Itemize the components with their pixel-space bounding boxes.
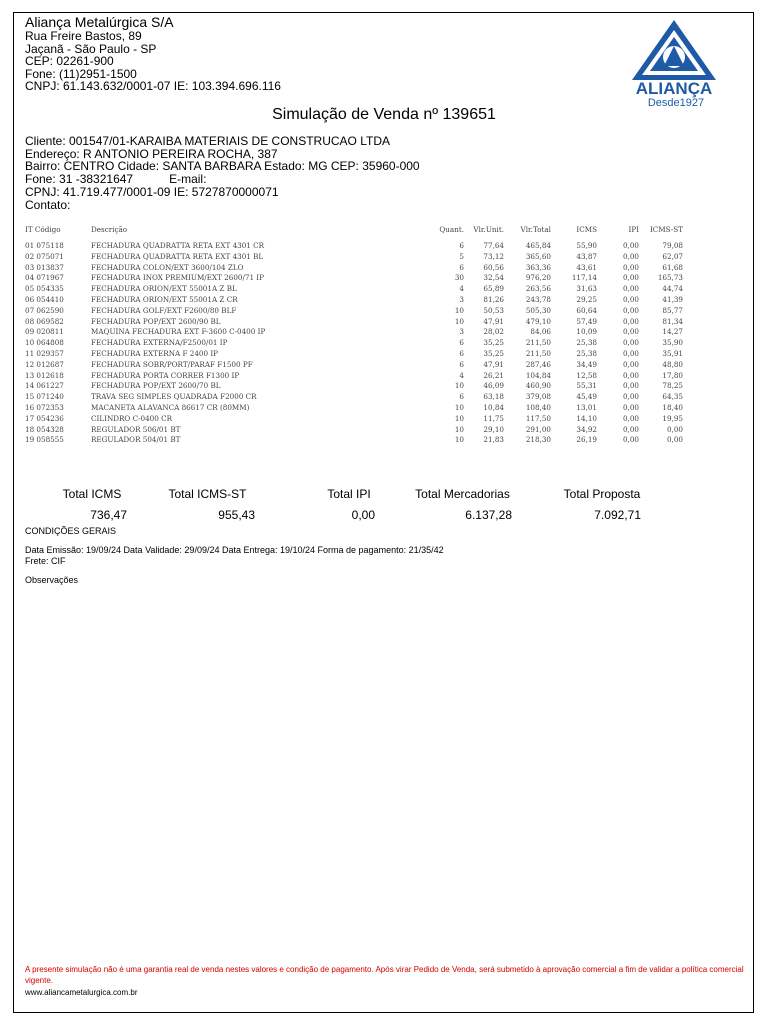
company-header [25, 14, 281, 93]
cell-qty: 10 [454, 316, 464, 326]
cell-icms-st: 17,80 [662, 370, 683, 380]
conditions-dates: Data Emissão: 19/09/24 Data Validade: 29/09/24 Data Entrega: 19/10/24 Forma de pagamento: 21/35/42 [25, 545, 444, 555]
cell-total: 379,08 [525, 392, 551, 402]
cell-icms-st: 79,08 [662, 241, 683, 250]
cell-unit-price: 32,54 [483, 273, 504, 283]
total-icms-st-label: Total ICMS-ST [168, 487, 247, 501]
company-cep: CEP: 02261-900 [25, 54, 114, 69]
cell-ipi: 0,00 [622, 273, 639, 283]
cell-qty: 10 [454, 435, 464, 445]
cell-code: 19 058555 [25, 435, 64, 445]
cell-icms: 43,61 [576, 262, 597, 272]
company-name: Aliança Metalúrgica S/A [25, 14, 174, 30]
cell-total: 104,84 [525, 370, 551, 380]
cell-total: 211,50 [525, 348, 551, 358]
alianca-logo [624, 16, 724, 108]
cell-unit-price: 28,02 [483, 327, 504, 337]
cell-description: FECHADURA EXTERNA/F2500/01 IP [91, 338, 228, 348]
client-phone-line [25, 173, 420, 186]
cell-icms: 12,58 [576, 370, 597, 380]
cell-description: FECHADURA PORTA CORRER F1300 IP [91, 370, 240, 380]
cell-qty: 3 [459, 327, 464, 337]
cell-code: 12 012687 [25, 359, 64, 369]
total-proposal-label: Total Proposta [563, 487, 641, 501]
cell-qty: 4 [459, 284, 464, 294]
client-info [25, 135, 420, 211]
cell-ipi: 0,00 [622, 284, 639, 294]
col-header-ipi: IPI [628, 224, 639, 234]
cell-icms-st: 0,00 [666, 435, 683, 445]
cell-icms-st: 18,40 [662, 402, 683, 412]
cell-ipi: 0,00 [622, 294, 639, 304]
cell-total: 291,00 [525, 424, 551, 434]
cell-qty: 6 [459, 338, 464, 348]
client-email: E-mail: [169, 172, 207, 187]
table-row [22, 414, 686, 425]
cell-unit-price: 73,12 [483, 251, 504, 261]
observations-label: Observações [25, 575, 79, 585]
cell-ipi: 0,00 [622, 262, 639, 272]
cell-total: 287,46 [525, 359, 551, 369]
cell-code: 01 075118 [25, 241, 64, 250]
cell-icms-st: 61,68 [662, 262, 683, 272]
cell-description: CILINDRO C-0400 CR [91, 413, 173, 423]
table-row [22, 425, 686, 436]
total-ipi-value: 0,00 [351, 508, 375, 522]
cell-total: 365,60 [525, 251, 551, 261]
total-icms-value: 736,47 [90, 508, 127, 522]
cell-unit-price: 35,25 [483, 338, 504, 348]
cell-description: FECHADURA QUADRATTA RETA EXT 4301 CR [91, 241, 265, 250]
cell-qty: 6 [459, 359, 464, 369]
cell-unit-price: 60,56 [483, 262, 504, 272]
cell-icms: 45,49 [576, 392, 597, 402]
cell-unit-price: 26,21 [483, 370, 504, 380]
cell-icms: 55,90 [576, 241, 597, 250]
cell-total: 479,10 [525, 316, 551, 326]
cell-ipi: 0,00 [622, 435, 639, 445]
cell-description: FECHADURA INOX PREMIUM/EXT 2600/71 IP [91, 273, 264, 283]
logo-tagline: Desde1927 [647, 97, 705, 108]
cell-icms-st: 44,74 [662, 284, 683, 294]
cell-icms-st: 35,90 [662, 338, 683, 348]
cell-icms-st: 78,25 [662, 381, 683, 391]
cell-icms: 14,10 [576, 413, 597, 423]
cell-unit-price: 35,25 [483, 348, 504, 358]
cell-ipi: 0,00 [622, 370, 639, 380]
table-row [22, 327, 686, 338]
total-merchandise [410, 487, 515, 522]
cell-description: FECHADURA EXTERNA F 2400 IP [91, 348, 219, 358]
cell-code: 07 062590 [25, 305, 64, 315]
cell-code: 10 064808 [25, 338, 64, 348]
table-row [22, 273, 686, 284]
cell-qty: 30 [454, 273, 464, 283]
total-icms [57, 487, 127, 522]
total-merchandise-value: 6.137,28 [465, 508, 512, 522]
cell-icms: 34,92 [576, 424, 597, 434]
cell-total: 108,40 [525, 402, 551, 412]
cell-icms: 29,25 [576, 294, 597, 304]
cell-total: 465,84 [525, 241, 551, 250]
total-icms-label: Total ICMS [62, 487, 122, 501]
cell-ipi: 0,00 [622, 348, 639, 358]
cell-description: FECHADURA GOLF/EXT F2600/80 BLF [91, 305, 237, 315]
cell-unit-price: 81,26 [483, 294, 504, 304]
cell-code: 15 071240 [25, 392, 64, 402]
footer-disclaimer: A presente simulação não é uma garantia real de venda nestes valores e condição de pagamento. Após virar Pedido de Venda, será submetido à aprovação comercial a fim de validar a política comercial vigente. [25, 965, 744, 985]
col-header-total: Vlr.Total [520, 224, 551, 234]
cell-code: 13 012618 [25, 370, 64, 380]
client-phone: Fone: 31 -38321647 [25, 172, 134, 187]
cell-description: FECHADURA SOBR/PORT/PARAF F1500 PF [91, 359, 253, 369]
table-row [22, 392, 686, 403]
cell-code: 11 029357 [25, 348, 64, 358]
cell-icms-st: 81,34 [662, 316, 683, 326]
table-row [22, 263, 686, 274]
table-row [22, 360, 686, 371]
cell-qty: 10 [454, 402, 464, 412]
cell-total: 243,78 [525, 294, 551, 304]
cell-ipi: 0,00 [622, 359, 639, 369]
client-cnpj: CPNJ: 41.719.477/0001-09 IE: 5727870000071 [25, 184, 279, 199]
cell-icms: 55,31 [576, 381, 597, 391]
cell-qty: 6 [459, 262, 464, 272]
client-district: Bairro: CENTRO Cidade: SANTA BARBARA Estado: MG CEP: 35960-000 [25, 159, 420, 174]
cell-icms: 13,01 [576, 402, 597, 412]
cell-unit-price: 63,18 [483, 392, 504, 402]
cell-icms-st: 64,35 [662, 392, 683, 402]
table-header-row [22, 222, 686, 241]
cell-description: FECHADURA QUADRATTA RETA EXT 4301 BL [91, 251, 264, 261]
cell-unit-price: 21,83 [483, 435, 504, 445]
items-table [22, 222, 686, 446]
cell-icms-st: 41,39 [662, 294, 683, 304]
cell-ipi: 0,00 [622, 424, 639, 434]
table-row [22, 381, 686, 392]
cell-total: 363,36 [525, 262, 551, 272]
cell-description: FECHADURA POP/EXT 2600/70 BL [91, 381, 221, 391]
cell-ipi: 0,00 [622, 402, 639, 412]
cell-qty: 10 [454, 381, 464, 391]
table-row [22, 338, 686, 349]
logo-brand: ALIANÇA [635, 79, 713, 98]
cell-qty: 3 [459, 294, 464, 304]
cell-description: FECHADURA COLON/EXT 3600/104 ZLO [91, 262, 244, 272]
cell-icms: 31,63 [576, 284, 597, 294]
cell-ipi: 0,00 [622, 338, 639, 348]
company-address: Rua Freire Bastos, 89 [25, 29, 142, 43]
cell-total: 117,50 [525, 413, 551, 423]
client-contact: Contato: [25, 197, 71, 212]
cell-qty: 4 [459, 370, 464, 380]
cell-icms-st: 19,95 [662, 413, 683, 423]
client-address: Endereço: R ANTONIO PEREIRA ROCHA, 387 [25, 146, 278, 161]
cell-ipi: 0,00 [622, 251, 639, 261]
cell-ipi: 0,00 [622, 316, 639, 326]
footer-website: www.aliancametalurgica.com.br [25, 988, 138, 997]
col-header-description: Descrição [91, 224, 128, 234]
cell-icms-st: 14,27 [662, 327, 683, 337]
total-proposal [558, 487, 646, 522]
cell-icms-st: 165,73 [657, 273, 683, 283]
cell-qty: 10 [454, 413, 464, 423]
cell-code: 17 054236 [25, 413, 64, 423]
cell-icms: 43,87 [576, 251, 597, 261]
cell-icms: 10,09 [576, 327, 597, 337]
cell-code: 03 013837 [25, 262, 64, 272]
table-row [22, 403, 686, 414]
cell-description: TRAVA SEG SIMPLES QUADRADA F2000 CR [91, 392, 257, 402]
cell-icms-st: 62,07 [662, 251, 683, 261]
cell-total: 505,30 [525, 305, 551, 315]
cell-description: FECHADURA ORION/EXT 55001A Z BL [91, 284, 237, 294]
cell-unit-price: 11,75 [483, 413, 504, 423]
table-row [22, 349, 686, 360]
total-icms-st [160, 487, 255, 522]
document-title: Simulação de Venda nº 139651 [272, 106, 496, 123]
company-phone: Fone: (11)2951-1500 [25, 66, 137, 81]
cell-code: 08 069582 [25, 316, 64, 326]
cell-ipi: 0,00 [622, 241, 639, 250]
cell-unit-price: 46,09 [483, 381, 504, 391]
cell-qty: 6 [459, 241, 464, 250]
total-merchandise-label: Total Mercadorias [415, 487, 510, 501]
table-row [22, 252, 686, 263]
cell-unit-price: 77,64 [483, 241, 504, 250]
cell-ipi: 0,00 [622, 392, 639, 402]
cell-icms: 117,14 [571, 273, 597, 283]
cell-total: 976,20 [525, 273, 551, 283]
col-header-unit-price: Vlr.Unit. [473, 224, 504, 234]
cell-code: 18 054328 [25, 424, 64, 434]
cell-icms-st: 85,77 [662, 305, 683, 315]
cell-code: 09 020811 [25, 327, 64, 337]
cell-total: 218,30 [525, 435, 551, 445]
company-city: Jaçanã - São Paulo - SP [25, 41, 157, 56]
cell-total: 460,90 [525, 381, 551, 391]
cell-qty: 10 [454, 424, 464, 434]
cell-code: 02 075071 [25, 251, 64, 261]
cell-unit-price: 47,91 [483, 316, 504, 326]
cell-unit-price: 10,84 [483, 402, 504, 412]
cell-icms: 25,38 [576, 338, 597, 348]
col-header-icms-st: ICMS-ST [649, 224, 683, 234]
cell-ipi: 0,00 [622, 413, 639, 423]
total-ipi [323, 487, 375, 522]
table-row [22, 435, 686, 446]
cell-description: REGULADOR 506/01 BT [91, 424, 181, 434]
cell-icms: 26,19 [576, 435, 597, 445]
cell-code: 04 071967 [25, 273, 64, 283]
cell-code: 06 054410 [25, 294, 64, 304]
total-icms-st-value: 955,43 [218, 508, 255, 522]
cell-description: FECHADURA ORION/EXT 55001A Z CR [91, 294, 238, 304]
cell-unit-price: 50,53 [483, 305, 504, 315]
cell-unit-price: 65,89 [483, 284, 504, 294]
table-row [22, 371, 686, 382]
cell-description: MACANETA ALAVANCA 86617 CR (80MM) [91, 402, 250, 412]
cell-description: REGULADOR 504/01 BT [91, 435, 181, 445]
cell-ipi: 0,00 [622, 381, 639, 391]
cell-icms: 34,49 [576, 359, 597, 369]
table-row [22, 284, 686, 295]
cell-icms-st: 48,80 [662, 359, 683, 369]
col-header-icms: ICMS [576, 224, 597, 234]
conditions-heading: CONDIÇÕES GERAIS [25, 526, 117, 536]
cell-icms-st: 35,91 [662, 348, 683, 358]
cell-qty: 10 [454, 305, 464, 315]
table-row [22, 295, 686, 306]
col-header-qty: Quant. [439, 224, 464, 234]
cell-description: MAQUINA FECHADURA EXT F-3600 C-0400 IP [91, 327, 266, 337]
cell-description: FECHADURA POP/EXT 2600/90 BL [91, 316, 221, 326]
total-ipi-label: Total IPI [327, 487, 371, 501]
cell-qty: 6 [459, 348, 464, 358]
cell-icms: 57,49 [576, 316, 597, 326]
cell-unit-price: 29,10 [483, 424, 504, 434]
cell-total: 263,56 [525, 284, 551, 294]
cell-qty: 5 [459, 251, 464, 261]
cell-total: 84,06 [530, 327, 551, 337]
col-header-code: IT Código [25, 224, 61, 234]
cell-icms-st: 0,00 [666, 424, 683, 434]
table-row [22, 306, 686, 317]
company-cnpj: CNPJ: 61.143.632/0001-07 IE: 103.394.696.116 [25, 79, 281, 94]
client-name: Cliente: 001547/01-KARAIBA MATERIAIS DE CONSTRUCAO LTDA [25, 134, 391, 148]
table-row [22, 241, 686, 252]
conditions-freight: Frete: CIF [25, 556, 66, 566]
cell-code: 05 054335 [25, 284, 64, 294]
cell-code: 14 061227 [25, 381, 64, 391]
cell-ipi: 0,00 [622, 327, 639, 337]
cell-qty: 6 [459, 392, 464, 402]
cell-code: 16 072353 [25, 402, 64, 412]
cell-icms: 25,38 [576, 348, 597, 358]
total-proposal-value: 7.092,71 [594, 508, 641, 522]
cell-unit-price: 47,91 [483, 359, 504, 369]
conditions-details [25, 545, 444, 567]
table-row [22, 317, 686, 328]
cell-ipi: 0,00 [622, 305, 639, 315]
cell-total: 211,50 [525, 338, 551, 348]
cell-icms: 60,64 [576, 305, 597, 315]
